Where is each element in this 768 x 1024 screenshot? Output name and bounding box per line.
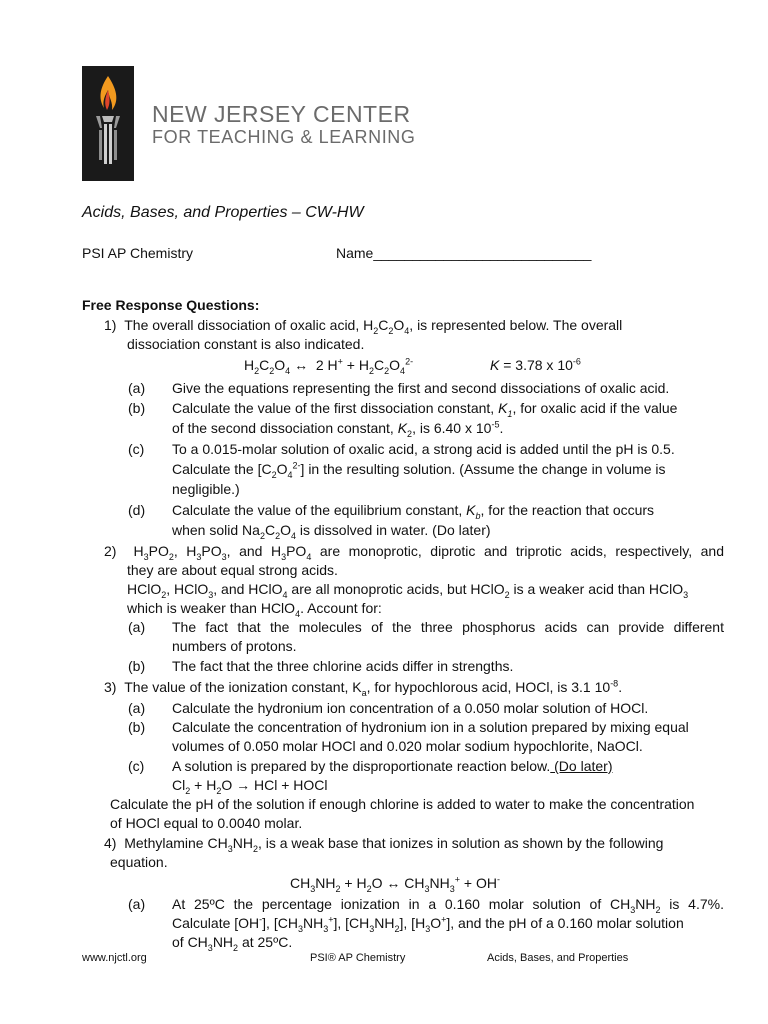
q3c-text: A solution is prepared by the disproportionate reaction below. (Do later) <box>172 758 613 774</box>
q4a-text-line3: of $CH_3NH_2$ at 25ºC. <box>172 934 293 953</box>
q1d-text-line2: when solid $Na_2C_2O_4$ is dissolved in water. (Do later) <box>172 522 491 541</box>
torch-flame-icon <box>82 66 134 181</box>
q1b-text-line1: Calculate the value of the first dissociation constant, $K_1$, for oxalic acid if the value <box>172 400 678 419</box>
q3c-equation: $Cl_2 + H_2O$ → HCl + HOCl <box>172 777 328 796</box>
q1b-label: (b) <box>128 400 146 416</box>
q1c-text-line1: To a 0.015-molar solution of oxalic acid, a strong acid is added until the pH is 0.5. <box>172 441 675 457</box>
document-title: Acids, Bases, and Properties – CW-HW <box>82 204 364 221</box>
q3b-text-line1: Calculate the concentration of hydronium ion in a solution prepared by mixing equal <box>172 719 689 735</box>
q3-text: 3) The value of the ionization constant, $K_a$, for hypochlorous acid, HOCl, is 3.1 $10^{-8}$. <box>104 678 623 698</box>
logo-line-2: FOR TEACHING & LEARNING <box>152 127 416 147</box>
q4a-label: (a) <box>128 896 146 912</box>
q1d-label: (d) <box>128 502 146 518</box>
q3a-text: Calculate the hydronium ion concentration of a 0.050 molar solution of HOCl. <box>172 700 649 716</box>
q1-text-line1: 1) The overall dissociation of oxalic acid, $H_2C_2O_4$, is represented below. The overall <box>104 317 623 336</box>
q1-equation: $H_2C_2O_4$ ↔ 2 $H^+ + H_2C_2O_4^{2-}$ <box>244 356 414 376</box>
course-label: PSI AP Chemistry <box>82 245 194 261</box>
q2b-label: (b) <box>128 658 146 674</box>
q2a-text-line2: numbers of protons. <box>172 638 297 654</box>
q1b-text-line2: of the second dissociation constant, $K_2$, is 6.40 x $10^{-5}$. <box>172 419 504 439</box>
q2-text-line4: which is weaker than HClO$_4$. Account for: <box>127 600 382 619</box>
q4-equation: $CH_3NH_2 + H_2O$ ↔ $CH_3NH_3^+ + OH^-$ <box>290 874 500 894</box>
q3b-label: (b) <box>128 719 146 735</box>
footer-course: PSI® AP Chemistry <box>310 952 406 964</box>
q3c-question-line1: Calculate the pH of the solution if enough chlorine is added to water to make the concentration <box>110 796 695 812</box>
q3a-label: (a) <box>128 700 146 716</box>
q1a-label: (a) <box>128 380 146 396</box>
q2-text-line3: HClO$_2$, HClO$_3$, and HClO$_4$ are all monoprotic acids, but HClO$_2$ is a weaker acid than HClO$_3$ <box>127 581 689 600</box>
q1c-label: (c) <box>128 441 145 457</box>
section-heading: Free Response Questions: <box>82 297 260 313</box>
q1c-text-line3: negligible.) <box>172 481 240 497</box>
footer-website: www.njctl.org <box>82 952 147 964</box>
q1-text-line2: dissociation constant is also indicated. <box>127 336 365 352</box>
q2a-label: (a) <box>128 619 146 635</box>
q1c-text-line2: Calculate the $[C_2O_4^{2-}]$ in the resulting solution. (Assume the change in volume is <box>172 460 666 480</box>
q4-text-line2: equation. <box>110 854 168 870</box>
q4-text-line1: 4) Methylamine $CH_3NH_2$, is a weak base that ionizes in solution as shown by the following <box>104 835 664 854</box>
q2a-text-line1: The fact that the molecules of the three phosphorus acids can provide different <box>172 619 724 635</box>
q4a-text-line2: Calculate [OH-], $[CH_3NH_3^+]$, $[CH_3NH_2]$, $[H_3O^+]$, and the pH of a 0.160 molar solution <box>172 914 684 934</box>
q4a-text-line1: At 25ºC the percentage ionization in a 0.160 molar solution of $CH_3NH_2$ is 4.7%. <box>172 896 724 915</box>
q2-text-line2: they are about equal strong acids. <box>127 562 338 578</box>
logo-line-1: NEW JERSEY CENTER <box>152 101 411 127</box>
name-field: Name____________________________ <box>336 245 592 261</box>
q2-text-line1: 2) $H_3PO_2$, $H_3PO_3$, and $H_3PO_4$ are monoprotic, diprotic and triprotic acids, respectively, and <box>104 543 724 562</box>
q1a-text: Give the equations representing the first and second dissociations of oxalic acid. <box>172 380 670 396</box>
q1d-text-line1: Calculate the value of the equilibrium constant, $K_b$, for the reaction that occurs <box>172 502 655 521</box>
njctl-logo-emblem <box>82 66 134 181</box>
q3b-text-line2: volumes of 0.050 molar HOCl and 0.020 molar sodium hypochlorite, NaOCl. <box>172 738 643 754</box>
q2b-text: The fact that the three chlorine acids differ in strengths. <box>172 658 514 674</box>
footer-topic: Acids, Bases, and Properties <box>487 952 629 964</box>
q1-k-value: K = 3.78 x $10^{-6}$ <box>490 356 581 373</box>
q3c-question-line2: of HOCl equal to 0.0040 molar. <box>110 815 303 831</box>
q3c-label: (c) <box>128 758 145 774</box>
